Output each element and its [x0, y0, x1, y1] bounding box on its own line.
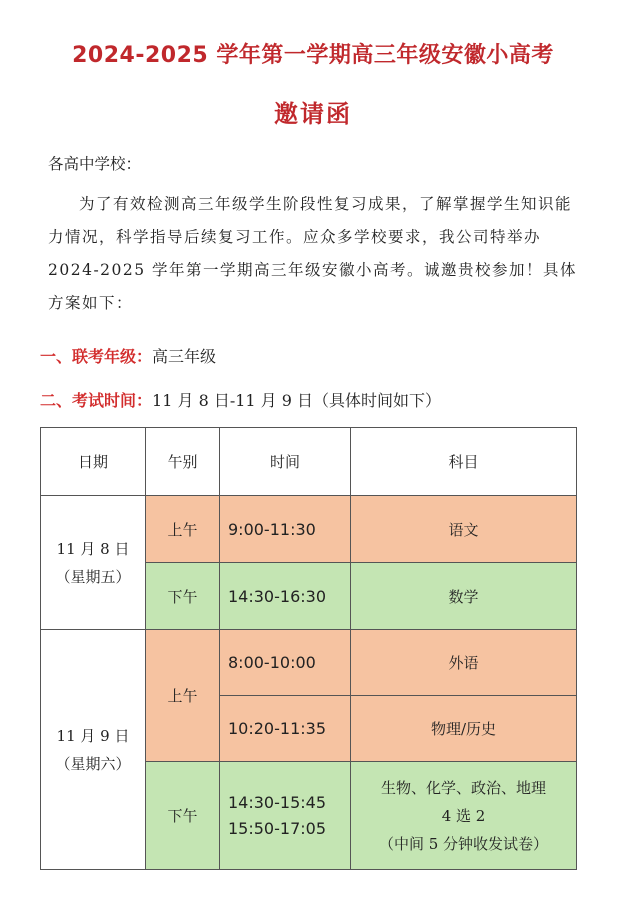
- doc-subtitle: 邀请函: [274, 100, 352, 128]
- table-header-row: [41, 428, 577, 496]
- header-subject: 科目: [351, 428, 577, 496]
- date-cell: [41, 630, 146, 870]
- date-text: 11 月 9 日: [56, 726, 130, 745]
- schedule-table: [40, 427, 577, 870]
- time-cell: 10:20-11:35: [220, 696, 351, 762]
- greeting: 各高中学校：: [48, 155, 142, 173]
- session-cell: 下午: [146, 762, 220, 870]
- time-cell: 14:30-16:30: [220, 563, 351, 630]
- body-paragraph: 为了有效检测高三年级学生阶段性复习成果，了解掌握学生知识能力情况，科学指导后续复习工作。应众多学校要求，我公司特举办 2024-2025 学年第一学期高三年级安徽小高考。诚邀贵校参加！具体方案如下：: [48, 195, 578, 312]
- subject-cell: [351, 762, 577, 870]
- doc-title: 2024-2025 学年第一学期高三年级安徽小高考: [72, 43, 554, 68]
- weekday-text: （星期五）: [55, 567, 131, 586]
- weekday-text: （星期六）: [55, 754, 131, 773]
- session-cell: 上午: [146, 630, 220, 762]
- subject-cell: 语文: [351, 496, 577, 563]
- section-label: 考试时间：: [72, 391, 153, 410]
- section-number: 一、: [40, 347, 73, 366]
- time-cell: [220, 762, 351, 870]
- session-cell: 上午: [146, 496, 220, 563]
- section-grade: [40, 344, 216, 367]
- date-text: 11 月 8 日: [56, 539, 130, 558]
- section-label: 联考年级：: [72, 347, 153, 366]
- header-session: 午别: [146, 428, 220, 496]
- header-date: 日期: [41, 428, 146, 496]
- subject-cell: 外语: [351, 630, 577, 696]
- section-exam-time: [40, 388, 441, 411]
- section-value: 高三年级: [152, 347, 217, 366]
- date-cell: [41, 496, 146, 630]
- subject-cell: 物理/历史: [351, 696, 577, 762]
- subject-cell: 数学: [351, 563, 577, 630]
- table-row: [41, 496, 577, 563]
- section-number: 二、: [40, 391, 73, 410]
- time-cell: 8:00-10:00: [220, 630, 351, 696]
- subject-text: 4 选 2: [441, 806, 486, 825]
- time-text: 14:30-15:45: [228, 792, 326, 812]
- subject-note: （中间 5 分钟收发试卷）: [378, 834, 549, 853]
- section-value: 11 月 8 日-11 月 9 日（具体时间如下）: [152, 391, 442, 410]
- time-text: 15:50-17:05: [228, 818, 326, 838]
- header-time: 时间: [220, 428, 351, 496]
- time-cell: 9:00-11:30: [220, 496, 351, 563]
- table-row: [41, 630, 577, 696]
- session-cell: 下午: [146, 563, 220, 630]
- subject-text: 生物、化学、政治、地理: [380, 778, 546, 797]
